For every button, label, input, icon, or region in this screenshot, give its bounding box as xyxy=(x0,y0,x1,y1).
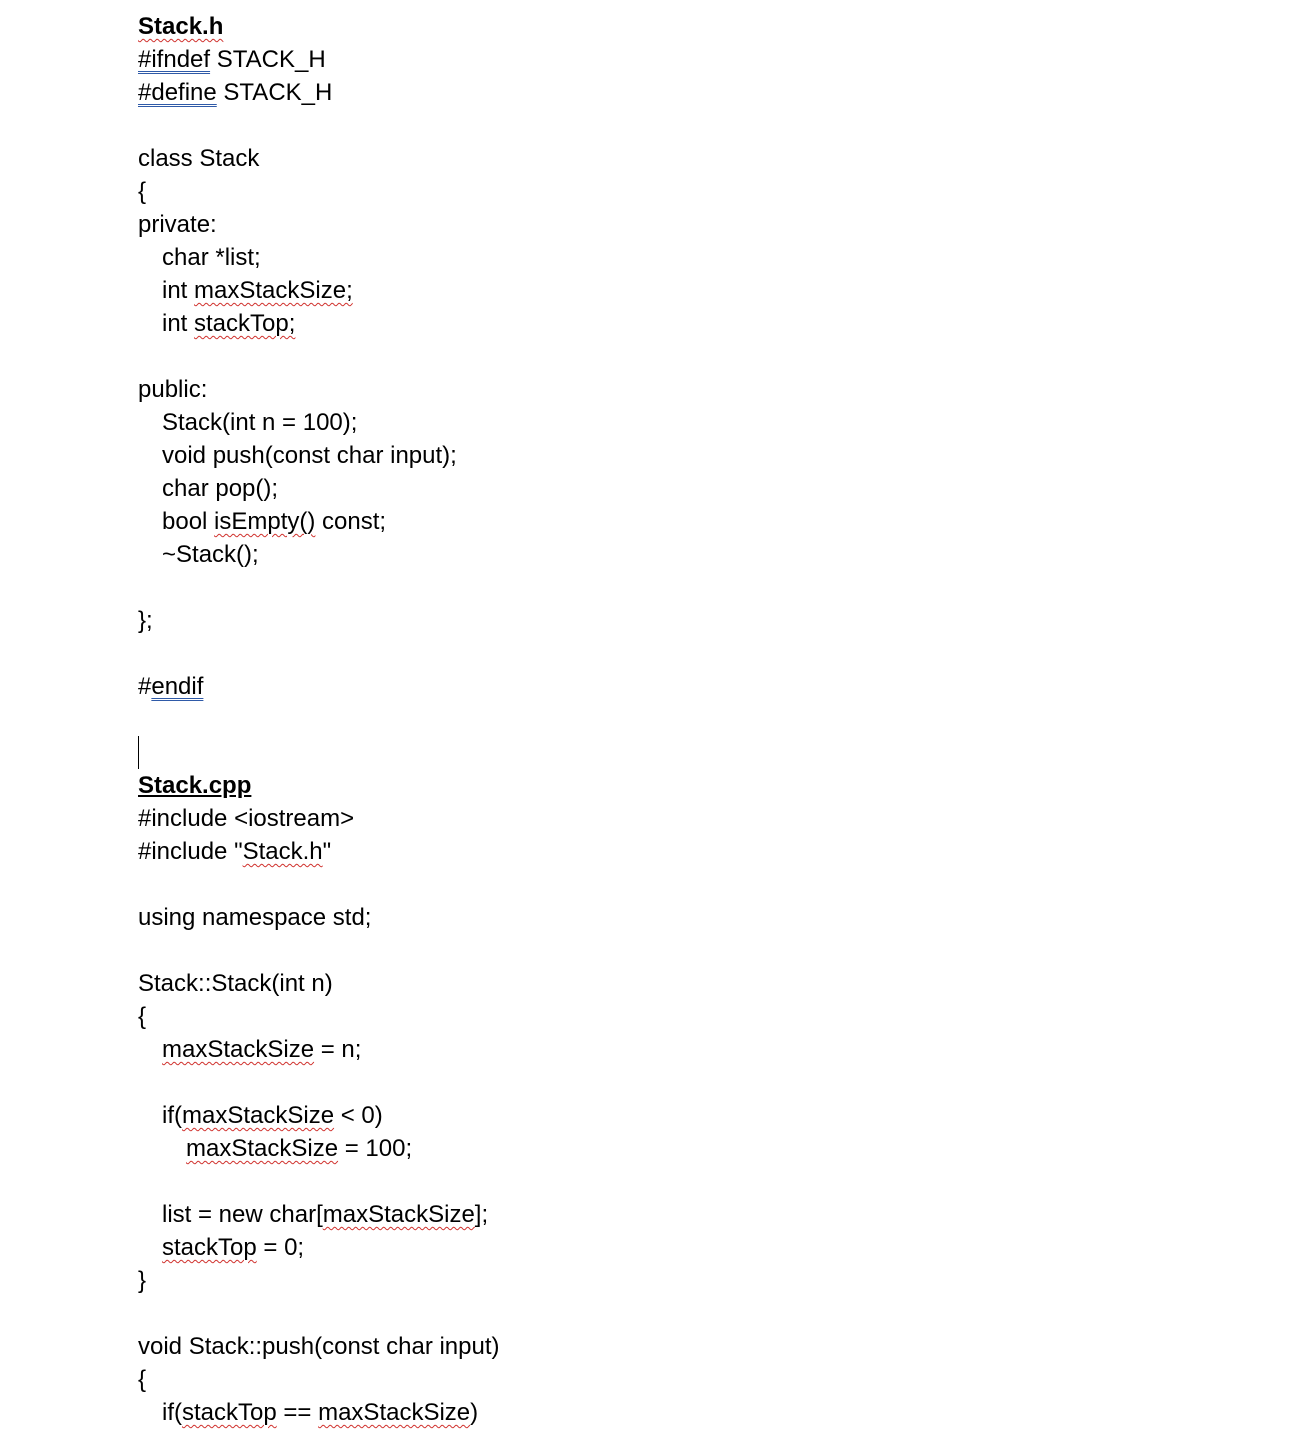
code-line-member-top xyxy=(138,307,500,340)
code-line-private: private: xyxy=(138,211,217,238)
push-if-top: stackTop xyxy=(182,1399,277,1426)
code-line-ctor-def: Stack::Stack(int n) xyxy=(138,970,333,997)
if-max-name: maxStackSize xyxy=(182,1102,335,1129)
header-file-title: Stack.h xyxy=(138,13,224,40)
if-condition-rest: < 0) xyxy=(334,1102,383,1129)
blank-line xyxy=(138,637,500,670)
isempty-type: bool xyxy=(162,508,215,535)
code-line-push-decl: void push(const char input); xyxy=(162,442,457,469)
blank-line xyxy=(138,1066,500,1099)
code-line-push-if xyxy=(138,1396,500,1429)
code-line-list-alloc xyxy=(138,1198,500,1231)
include-quote: " xyxy=(322,838,332,865)
code-line-top-init xyxy=(138,1231,500,1264)
blank-line xyxy=(138,109,500,142)
code-line-member-list: char *list; xyxy=(162,244,261,271)
member-max-name: maxStackSize; xyxy=(194,277,353,304)
code-line-push-def: void Stack::push(const char input) xyxy=(138,1333,500,1360)
blank-line xyxy=(138,934,500,967)
include-directive: #include " xyxy=(138,838,243,865)
include-filename: Stack.h xyxy=(242,838,323,865)
ifndef-guard: STACK_H xyxy=(210,46,326,73)
text-cursor-line[interactable] xyxy=(138,736,500,769)
reset-max-name: maxStackSize xyxy=(186,1135,339,1162)
code-line-class-decl: class Stack xyxy=(138,145,260,172)
list-alloc-prefix: list = new char[ xyxy=(162,1201,323,1228)
text-cursor xyxy=(138,736,139,769)
code-line-reset-max xyxy=(138,1132,500,1165)
code-line-member-max xyxy=(138,274,500,307)
code-line-open-brace: { xyxy=(138,178,147,205)
code-line-endif xyxy=(138,670,500,703)
code-line-pop-decl: char pop(); xyxy=(162,475,279,502)
isempty-suffix: const; xyxy=(315,508,387,535)
blank-line xyxy=(138,703,500,736)
assign-max-name: maxStackSize xyxy=(162,1036,315,1063)
push-if-operator: == xyxy=(276,1399,319,1426)
code-line-close-brace: }; xyxy=(138,607,153,634)
code-line-dtor-decl: ~Stack(); xyxy=(162,541,259,568)
push-if-suffix: ) xyxy=(470,1399,479,1426)
source-file-title-line xyxy=(138,769,500,802)
define-guard: STACK_H xyxy=(216,79,333,106)
document-page xyxy=(138,10,500,1429)
member-top-type: int xyxy=(162,310,195,337)
if-keyword: if( xyxy=(162,1102,182,1129)
code-line-ctor-open: { xyxy=(138,1003,147,1030)
code-line-if-max xyxy=(138,1099,500,1132)
code-line-push-open: { xyxy=(138,1366,147,1393)
code-line-include-stack xyxy=(138,835,500,868)
endif-keyword: endif xyxy=(151,673,204,700)
ifndef-keyword: #ifndef xyxy=(138,46,211,73)
top-init-name: stackTop xyxy=(162,1234,257,1261)
blank-line xyxy=(138,571,500,604)
source-file-title: Stack.cpp xyxy=(138,772,252,799)
reset-max-rest: = 100; xyxy=(338,1135,413,1162)
member-max-type: int xyxy=(162,277,195,304)
list-alloc-suffix: ]; xyxy=(474,1201,489,1228)
list-alloc-size: maxStackSize xyxy=(322,1201,475,1228)
code-line-define xyxy=(138,76,500,109)
assign-max-rest: = n; xyxy=(314,1036,362,1063)
code-line-public: public: xyxy=(138,376,208,403)
code-line-ctor-close: } xyxy=(138,1267,147,1294)
code-line-isempty-decl xyxy=(138,505,500,538)
push-if-max: maxStackSize xyxy=(318,1399,471,1426)
blank-line xyxy=(138,1165,500,1198)
push-if-keyword: if( xyxy=(162,1399,182,1426)
code-line-using-namespace: using namespace std; xyxy=(138,904,372,931)
header-file-title-line xyxy=(138,10,500,43)
code-line-include-iostream: #include <iostream> xyxy=(138,805,355,832)
endif-hash: # xyxy=(138,673,152,700)
top-init-rest: = 0; xyxy=(256,1234,305,1261)
code-line-ifndef xyxy=(138,43,500,76)
blank-line xyxy=(138,1297,500,1330)
code-line-assign-max xyxy=(138,1033,500,1066)
blank-line xyxy=(138,868,500,901)
isempty-name: isEmpty() xyxy=(214,508,316,535)
define-keyword: #define xyxy=(138,79,217,106)
code-line-ctor-decl: Stack(int n = 100); xyxy=(162,409,358,436)
blank-line xyxy=(138,340,500,373)
member-top-name: stackTop; xyxy=(194,310,296,337)
